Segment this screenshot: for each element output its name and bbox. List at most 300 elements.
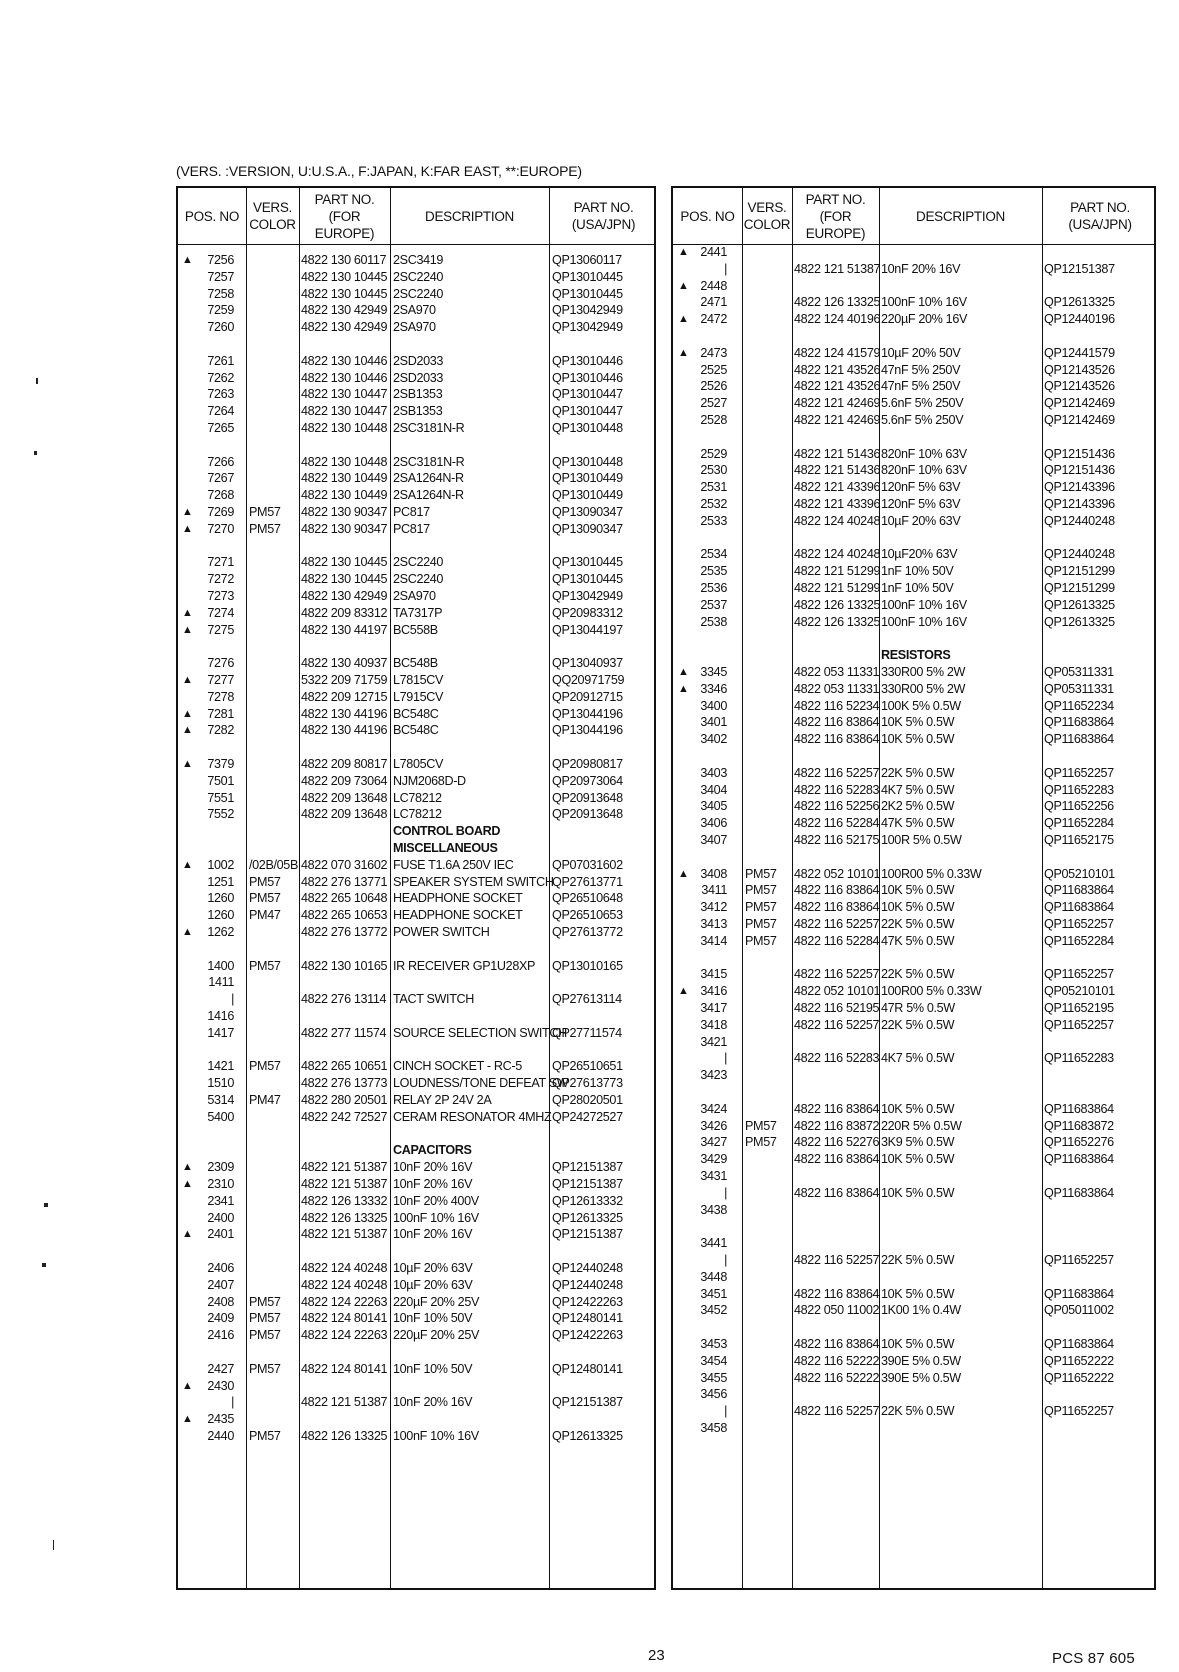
- version-color: PM57: [745, 933, 777, 948]
- table-row: [178, 1210, 654, 1227]
- description: 10nF 20% 400V: [393, 1193, 479, 1208]
- safety-warning-icon: ▲: [678, 346, 689, 359]
- part-number-usa: QP11652222: [1044, 1353, 1114, 1368]
- part-number-usa: QP13010445: [552, 286, 623, 301]
- part-number-europe: 4822 276 13773: [301, 1076, 388, 1091]
- safety-warning-icon: ▲: [182, 623, 193, 636]
- position-number: 3400: [700, 698, 727, 713]
- position-number: |: [724, 1404, 727, 1419]
- table-row: [178, 454, 654, 471]
- part-number-europe: 4822 121 51387: [301, 1227, 388, 1242]
- part-number-europe: 4822 121 51387: [301, 1160, 388, 1175]
- part-number-usa: QP05311331: [1044, 681, 1114, 696]
- version-color: PM57: [249, 1328, 281, 1343]
- description: 2SA1264N-R: [393, 488, 464, 503]
- part-number-europe: 4822 209 13648: [301, 790, 388, 805]
- table-row: [673, 546, 1154, 563]
- part-number-europe: 4822 121 51387: [301, 1395, 388, 1410]
- table-row: [178, 1294, 654, 1311]
- safety-warning-icon: ▲: [678, 666, 689, 678]
- part-number-europe: 4822 242 72527: [301, 1109, 388, 1124]
- part-number-usa: QP12143396: [1044, 497, 1115, 511]
- table-row: [673, 1101, 1154, 1118]
- part-number-europe: 4822 116 52283: [794, 782, 880, 797]
- part-number-europe: 4822 130 90347: [301, 505, 388, 519]
- table-row: [673, 1302, 1154, 1319]
- table-row: [178, 302, 654, 319]
- part-number-usa: QP20973064: [552, 773, 623, 788]
- part-number-usa: QP20980817: [552, 757, 623, 771]
- part-number-europe: 4822 116 83864: [794, 883, 880, 898]
- table-row: [673, 496, 1154, 513]
- part-number-europe: 4822 124 22263: [301, 1328, 388, 1343]
- document-id: PCS 87 605: [1052, 1650, 1135, 1667]
- description: 100R 5% 0.5W: [881, 833, 962, 847]
- part-number-europe: 4822 121 42469: [794, 413, 881, 427]
- part-number-usa: QP27613772: [552, 925, 623, 939]
- position-number: 7270: [207, 521, 234, 536]
- table-row: [673, 1151, 1154, 1168]
- position-number: 3451: [700, 1286, 727, 1301]
- description: 2SA970: [393, 303, 436, 318]
- description: L7805CV: [393, 757, 444, 771]
- part-number-europe: 4822 126 13325: [301, 1210, 388, 1225]
- description: 22K 5% 0.5W: [881, 1017, 955, 1032]
- description: PC817: [393, 521, 430, 536]
- table-row: [673, 563, 1154, 580]
- position-number: 7282: [207, 723, 234, 738]
- table-row: [673, 1118, 1154, 1135]
- description: TA7317P: [393, 605, 443, 620]
- part-number-europe: 4822 116 52283: [794, 1051, 880, 1066]
- description: 10K 5% 0.5W: [881, 883, 955, 898]
- table-row: [673, 1252, 1154, 1269]
- table-row: [178, 722, 654, 739]
- position-number: |: [724, 1253, 727, 1267]
- table-row: [178, 470, 654, 487]
- part-number-europe: 4822 130 42949: [301, 303, 388, 318]
- position-number: |: [724, 1185, 727, 1200]
- parts-table-left: [176, 186, 656, 1590]
- table-row: [673, 681, 1154, 698]
- scan-speck: [44, 1203, 48, 1207]
- table-row: [178, 1025, 654, 1042]
- part-number-usa: QP11652276: [1044, 1135, 1114, 1150]
- version-legend: (VERS. :VERSION, U:U.S.A., F:JAPAN, K:FAR EAST, **:EUROPE): [176, 163, 582, 179]
- part-number-europe: 4822 276 13771: [301, 874, 388, 889]
- part-number-usa: QQ20971759: [552, 673, 625, 687]
- table-row: [178, 420, 654, 437]
- position-number: 3431: [700, 1169, 727, 1183]
- part-number-usa: QP12422263: [552, 1328, 623, 1343]
- part-number-europe: 4822 121 51387: [794, 261, 881, 276]
- table-row: [178, 1277, 654, 1294]
- position-number: 2527: [700, 396, 727, 411]
- part-number-usa: QP12151436: [1044, 446, 1115, 461]
- position-number: 7281: [207, 706, 234, 721]
- description: IR RECEIVER GP1U28XP: [393, 958, 536, 973]
- part-number-europe: 4822 121 51436: [794, 446, 881, 461]
- description: 1K00 1% 0.4W: [881, 1303, 961, 1318]
- description: 100R00 5% 0.33W: [881, 984, 982, 999]
- part-number-usa: QP13060117: [552, 253, 622, 267]
- part-number-europe: 4822 052 10101: [794, 866, 881, 881]
- description: 100nF 10% 16V: [881, 614, 967, 629]
- position-number: |: [724, 261, 727, 276]
- position-number: 7277: [207, 673, 234, 687]
- version-color: PM57: [745, 900, 777, 915]
- part-number-usa: QP11652257: [1044, 967, 1114, 982]
- section-heading-row: [178, 1142, 654, 1159]
- description: 10nF 10% 50V: [393, 1361, 473, 1376]
- table-row: [673, 714, 1154, 731]
- part-number-europe: 4822 124 40248: [301, 1261, 388, 1275]
- part-number-usa: QP13044196: [552, 723, 623, 738]
- section-heading: CONTROL BOARD: [393, 824, 501, 839]
- description: 2SC3181N-R: [393, 421, 465, 435]
- table-row: [673, 513, 1154, 530]
- description: HEADPHONE SOCKET: [393, 908, 523, 923]
- part-number-usa: QP13010445: [552, 269, 623, 284]
- part-number-europe: 4822 116 52257: [794, 1404, 880, 1419]
- table-row: [673, 1202, 1154, 1219]
- description: 22K 5% 0.5W: [881, 765, 955, 780]
- position-number: 3452: [700, 1303, 727, 1318]
- safety-warning-icon: ▲: [678, 682, 689, 695]
- part-number-europe: 4822 116 52222: [794, 1353, 880, 1368]
- table-row: [673, 765, 1154, 782]
- table-row: [673, 278, 1154, 295]
- position-number: 1417: [207, 1025, 234, 1040]
- position-number: 7261: [207, 353, 234, 368]
- position-number: 3438: [700, 1202, 727, 1217]
- description: 22K 5% 0.5W: [881, 967, 955, 982]
- table-row: [178, 269, 654, 286]
- description: 3K9 5% 0.5W: [881, 1135, 955, 1150]
- description: 220µF 20% 25V: [393, 1294, 480, 1309]
- table-row: [673, 395, 1154, 412]
- part-number-europe: 4822 116 52257: [794, 967, 880, 982]
- part-number-europe: 4822 121 51436: [794, 463, 881, 478]
- position-number: 3415: [700, 967, 727, 982]
- position-number: 7264: [207, 404, 234, 419]
- table-row: [673, 1017, 1154, 1034]
- position-number: 7276: [207, 656, 234, 671]
- part-number-europe: 4822 124 80141: [301, 1361, 388, 1376]
- part-number-usa: QP12151299: [1044, 564, 1115, 579]
- description: 10K 5% 0.5W: [881, 1152, 955, 1167]
- part-number-europe: 4822 116 83864: [794, 1337, 880, 1351]
- page-number: 23: [648, 1647, 665, 1664]
- position-number: 2401: [207, 1227, 234, 1242]
- position-number: 2341: [207, 1193, 234, 1208]
- description: 2SA1264N-R: [393, 471, 464, 486]
- scan-speck: [34, 451, 37, 455]
- table-row: [673, 983, 1154, 1000]
- description: 1nF 10% 50V: [881, 581, 954, 595]
- position-number: 7256: [207, 253, 234, 267]
- part-number-europe: 4822 130 42949: [301, 589, 388, 603]
- position-number: 3404: [700, 782, 727, 797]
- part-number-europe: 4822 053 11331: [794, 665, 880, 679]
- part-number-europe: 4822 209 13648: [301, 807, 388, 822]
- table-row: [178, 1176, 654, 1193]
- position-number: 3408: [700, 866, 727, 881]
- part-number-europe: 4822 130 60117: [301, 253, 387, 267]
- table-row: [178, 286, 654, 303]
- position-number: 3413: [700, 917, 727, 931]
- description: 22K 5% 0.5W: [881, 1253, 955, 1267]
- part-number-europe: 4822 121 43526: [794, 362, 881, 377]
- part-number-usa: QP13040937: [552, 656, 623, 671]
- description: 120nF 5% 63V: [881, 480, 961, 495]
- position-number: 2528: [700, 413, 727, 427]
- section-heading: RESISTORS: [881, 648, 951, 663]
- part-number-europe: 4822 209 73064: [301, 773, 388, 788]
- description: 2SC3181N-R: [393, 454, 465, 469]
- part-number-europe: 4822 265 10651: [301, 1059, 388, 1074]
- part-number-europe: 4822 130 90347: [301, 521, 388, 536]
- header-pos: POS. NO: [184, 208, 240, 224]
- description: 2SC2240: [393, 286, 444, 301]
- position-number: 7551: [207, 790, 234, 805]
- position-number: 3429: [700, 1152, 727, 1167]
- description: 4K7 5% 0.5W: [881, 782, 955, 797]
- description: NJM2068D-D: [393, 773, 466, 788]
- part-number-europe: 4822 121 43396: [794, 497, 881, 511]
- part-number-europe: 4822 130 44196: [301, 723, 388, 738]
- part-number-usa: QP12422263: [552, 1294, 623, 1309]
- part-number-usa: QP13010165: [552, 958, 623, 973]
- part-number-usa: QP11683864: [1044, 883, 1114, 898]
- table-row: [673, 1386, 1154, 1403]
- version-color: PM57: [249, 1059, 281, 1074]
- part-number-usa: QP27711574: [552, 1025, 622, 1040]
- table-row: [178, 622, 654, 639]
- part-number-usa: QP13042949: [552, 303, 623, 318]
- part-number-usa: QP11683864: [1044, 1101, 1114, 1116]
- part-number-usa: QP26510651: [552, 1059, 623, 1074]
- position-number: 3421: [700, 1034, 727, 1049]
- position-number: 3411: [701, 883, 727, 898]
- description: 10K 5% 0.5W: [881, 732, 955, 747]
- table-row: [673, 1034, 1154, 1051]
- position-number: 2536: [700, 581, 727, 595]
- part-number-usa: QP11683864: [1044, 732, 1114, 747]
- part-number-europe: 4822 116 52284: [794, 933, 880, 948]
- position-number: 7265: [207, 421, 234, 435]
- position-number: |: [724, 1051, 727, 1066]
- part-number-usa: QP11652284: [1044, 933, 1114, 948]
- position-number: |: [231, 992, 234, 1007]
- description: HEADPHONE SOCKET: [393, 891, 523, 906]
- description: FUSE T1.6A 250V IEC: [393, 857, 514, 872]
- part-number-usa: QP12613325: [1044, 295, 1115, 310]
- part-number-europe: 4822 116 83864: [794, 900, 880, 915]
- part-number-usa: QP20913648: [552, 790, 623, 805]
- version-color: PM57: [249, 958, 281, 973]
- part-number-europe: 4822 116 52284: [794, 816, 880, 831]
- position-number: |: [231, 1395, 234, 1410]
- position-number: 2471: [700, 295, 727, 310]
- description: 100R00 5% 0.33W: [881, 866, 982, 881]
- table-row: [673, 244, 1154, 261]
- part-number-europe: 4822 116 52257: [794, 917, 880, 931]
- position-number: 7552: [207, 807, 234, 822]
- description: L7915CV: [393, 689, 444, 704]
- description: 22K 5% 0.5W: [881, 917, 955, 931]
- table-row: [178, 1428, 654, 1445]
- part-number-europe: 4822 265 10648: [301, 891, 388, 906]
- part-number-usa: QP12151436: [1044, 463, 1115, 478]
- part-number-usa: QP11683864: [1044, 715, 1114, 730]
- position-number: 1002: [207, 857, 234, 872]
- part-number-europe: 4822 124 40248: [794, 513, 881, 528]
- part-number-usa: QP20913648: [552, 807, 623, 822]
- safety-warning-icon: ▲: [182, 522, 193, 535]
- part-number-europe: 4822 116 83864: [794, 1101, 880, 1116]
- position-number: 2530: [700, 463, 727, 478]
- position-number: 3456: [700, 1387, 727, 1402]
- scan-speck: [36, 378, 38, 384]
- position-number: 7272: [207, 572, 234, 587]
- position-number: 3448: [700, 1269, 727, 1284]
- position-number: 2526: [700, 379, 727, 394]
- part-number-usa: QP13010448: [552, 421, 623, 435]
- part-number-europe: 4822 126 13325: [794, 597, 881, 612]
- part-number-europe: 4822 116 83864: [794, 732, 880, 747]
- description: 100nF 10% 16V: [881, 295, 967, 310]
- safety-warning-icon: ▲: [678, 313, 689, 326]
- version-color: PM57: [745, 883, 777, 898]
- table-row: [673, 1403, 1154, 1420]
- part-number-usa: QP12151299: [1044, 581, 1115, 595]
- description: POWER SWITCH: [393, 925, 490, 939]
- position-number: 2473: [700, 345, 727, 360]
- table-row: [673, 446, 1154, 463]
- table-row: [673, 832, 1154, 849]
- part-number-europe: 4822 130 40937: [301, 656, 388, 671]
- position-number: 1411: [208, 975, 234, 990]
- part-number-europe: 4822 126 13332: [301, 1193, 388, 1208]
- position-number: 7258: [207, 286, 234, 301]
- part-number-europe: 4822 121 51299: [794, 581, 881, 595]
- table-row: [673, 1336, 1154, 1353]
- part-number-europe: 4822 130 10445: [301, 269, 388, 284]
- part-number-europe: 4822 209 80817: [301, 757, 388, 771]
- table-row: [178, 403, 654, 420]
- position-number: 2408: [207, 1294, 234, 1309]
- part-number-europe: 4822 130 10446: [301, 353, 388, 368]
- position-number: 3405: [700, 799, 727, 814]
- version-color: /02B/05B: [249, 857, 299, 872]
- part-number-europe: 4822 116 52257: [794, 765, 880, 780]
- safety-warning-icon: ▲: [182, 926, 193, 938]
- description: 390E 5% 0.5W: [881, 1370, 961, 1385]
- position-number: 3401: [700, 715, 727, 730]
- part-number-europe: 4822 276 13114: [301, 992, 387, 1007]
- position-number: 3412: [700, 900, 727, 915]
- position-number: 2529: [700, 446, 727, 461]
- table-row: [178, 991, 654, 1008]
- part-number-usa: QP11683864: [1044, 1152, 1114, 1167]
- position-number: 2537: [700, 597, 727, 612]
- part-number-usa: QP28020501: [552, 1093, 623, 1107]
- section-heading: CAPACITORS: [393, 1143, 472, 1158]
- table-row: [673, 597, 1154, 614]
- part-number-europe: 4822 130 10445: [301, 572, 388, 587]
- header-vers: VERS. COLOR: [249, 200, 296, 232]
- position-number: 3418: [700, 1017, 727, 1032]
- part-number-usa: QP12613332: [552, 1193, 623, 1208]
- table-row: [673, 1235, 1154, 1252]
- description: 10K 5% 0.5W: [881, 900, 955, 915]
- part-number-europe: 4822 130 10165: [301, 958, 388, 973]
- table-row: [178, 1159, 654, 1176]
- position-number: 2407: [207, 1277, 234, 1292]
- part-number-europe: 4822 124 40248: [301, 1277, 388, 1292]
- table-row: [673, 664, 1154, 681]
- table-row: [673, 1134, 1154, 1151]
- position-number: 2532: [700, 497, 727, 511]
- part-number-europe: 4822 116 83864: [794, 1152, 880, 1167]
- description: 330R00 5% 2W: [881, 681, 966, 696]
- table-row: [673, 479, 1154, 496]
- table-row: [673, 815, 1154, 832]
- description: 2SD2033: [393, 353, 444, 368]
- position-number: 3407: [700, 833, 727, 847]
- position-number: 7266: [207, 454, 234, 469]
- description: 47nF 5% 250V: [881, 362, 961, 377]
- position-number: 3454: [700, 1353, 727, 1368]
- part-number-usa: QP11652234: [1044, 698, 1114, 713]
- table-row: [673, 866, 1154, 883]
- part-number-usa: QP27613114: [552, 992, 622, 1007]
- position-number: 7263: [207, 387, 234, 402]
- table-row: [673, 966, 1154, 983]
- table-row: [673, 580, 1154, 597]
- position-number: 2525: [700, 362, 727, 377]
- table-row: [178, 605, 654, 622]
- table-row: [178, 806, 654, 823]
- part-number-usa: QP12143526: [1044, 379, 1115, 394]
- description: SPEAKER SYSTEM SWITCH: [393, 874, 554, 889]
- part-number-usa: QP13042949: [552, 589, 623, 603]
- part-number-usa: QP12440196: [1044, 312, 1115, 327]
- header-description: DESCRIPTION: [916, 208, 1005, 224]
- description: 2SC2240: [393, 555, 444, 570]
- safety-warning-icon: ▲: [182, 506, 193, 518]
- description: 47K 5% 0.5W: [881, 933, 955, 948]
- position-number: 3453: [700, 1337, 727, 1351]
- description: 10µF20% 63V: [881, 547, 958, 562]
- part-number-usa: QP11652283: [1044, 782, 1114, 797]
- position-number: 7379: [207, 757, 234, 771]
- part-number-usa: QP13010446: [552, 353, 623, 368]
- table-row: [178, 857, 654, 874]
- part-number-usa: QP12613325: [552, 1210, 623, 1225]
- table-row: [178, 521, 654, 538]
- part-number-europe: 4822 130 10448: [301, 421, 388, 435]
- table-row: [673, 412, 1154, 429]
- description: 220µF 20% 25V: [393, 1328, 480, 1343]
- safety-warning-icon: ▲: [182, 674, 193, 686]
- part-number-usa: QP13010449: [552, 471, 623, 486]
- part-number-europe: 4822 130 10447: [301, 387, 388, 402]
- part-number-europe: 4822 130 44196: [301, 706, 388, 721]
- table-row: [673, 933, 1154, 950]
- description: SOURCE SELECTION SWITCH: [393, 1025, 567, 1040]
